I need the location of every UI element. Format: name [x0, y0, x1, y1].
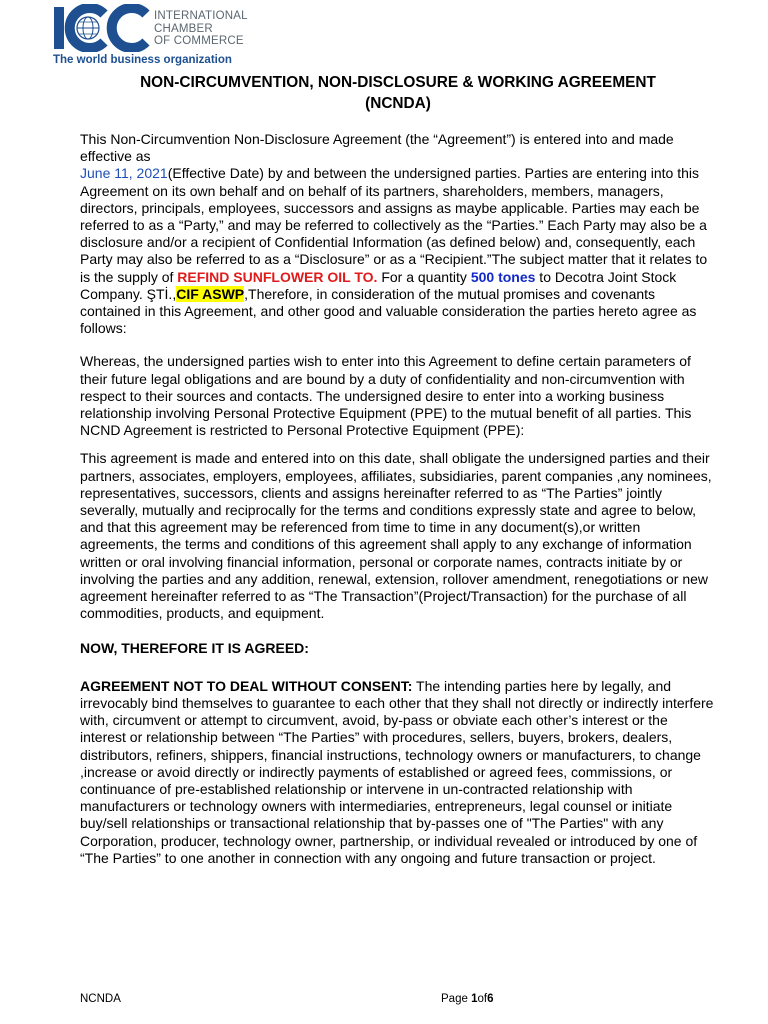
title-line: NON-CIRCUMVENTION, NON-DISCLOSURE & WORKING AGREEMENT: [140, 74, 656, 91]
document-title: [80, 72, 716, 114]
page-number: Page 1of6: [441, 993, 494, 1005]
logo-tagline: The world business organization: [53, 54, 232, 66]
delivery-terms: CIF ASWP: [176, 285, 245, 302]
agreed-heading: NOW, THEREFORE IT IS AGREED:: [80, 640, 309, 657]
intro-text: to Decotra Joint Stock Company. ŞTİ.,: [80, 268, 677, 302]
org-line: OF COMMERCE: [154, 35, 244, 47]
org-name: [154, 10, 248, 48]
intro-text: This Non-Circumvention Non-Disclosure Agreement (the “Agreement”) is entered into and made effective as: [80, 131, 674, 165]
intro-text: ,Therefore, in consideration of the mutual promises and covenants contained in this Agreement, and other good and valuable consideration the parties hereto agree as follows:: [80, 285, 697, 337]
intro-text: For a quantity: [377, 268, 471, 285]
consent-paragraph: [80, 678, 716, 867]
whereas-paragraph: Whereas, the undersigned parties wish to enter into this Agreement to define certain parameters of their future legal obligations and are bound by a duty of confidentiality and non-circumvention with respect to their sources and contacts. The undersigned desire to enter into a working business relationship involving Personal Protective Equipment (PPE) to the mutual benefit of all parties. This NCND Agreement is restricted to Personal Protective Equipment (PPE):: [80, 353, 692, 439]
obligation-paragraph: This agreement is made and entered into on this date, shall obligate the undersigned parties and their partners, associates, employers, employees, affiliates, subsidiaries, parent companies ,any nominees, representatives, successors, clients and assigns hereinafter referred to as “The Parties” jointly severally, mutually and reciprocally for the terms and conditions expressly state and agree to below, and that this agreement may be referenced from time to time in any document(s),or written agreements, the terms and conditions of this agreement shall apply to any exchange of information written or oral involving financial information, personal or corporate names, contracts initiate by or involving the parties and any addition, renewal, extension, rollover amendment, renegotiations or new agreement hereinafter referred to as “The Transaction”(Project/Transaction) for the purchase of all commodities, products, and equipment.: [80, 450, 712, 622]
product-quantity: 500 tones: [470, 268, 536, 285]
intro-paragraph: [80, 131, 716, 337]
org-line: CHAMBER: [154, 22, 213, 35]
effective-date: June 11, 2021: [80, 165, 168, 182]
product-name: REFIND SUNFLOWER OIL TO.: [177, 268, 378, 285]
intro-text: (Effective Date) by and between the undersigned parties. Parties are entering into this Agreement on its own behalf and on behalf of its partners, shareholders, members, managers, directors, principals, employees, successors and assigns as maybe applicable. Parties may each be referred to as a “Party,” and may be referred to collectively as the “Parties.” Each Party may also be a disclosure and/or a recipient of Confidential Information (as defined below) and, consequently, each Party may also be referred to as a “Disclosure” or as a “Recipient.”The subject matter that it relates to is the supply of: [80, 165, 708, 285]
consent-heading: AGREEMENT NOT TO DEAL WITHOUT CONSENT:: [80, 677, 413, 694]
footer-doc-name: NCNDA: [80, 993, 121, 1005]
icc-logo: [52, 4, 282, 66]
consent-text: The intending parties here by legally, and irrevocably bind themselves to guarantee to each other that they shall not directly or indirectly interfere with, circumvent or attempt to circumvent, avoid, by-pass or obviate each other’s interest or the interest or relationship between “The Parties” with procedures, sellers, buyers, brokers, dealers, distributors, refiners, shippers, financial instructions, technology owners or manufacturers, to change ,increase or avoid directly or indirectly payments of established or agreed fees, commissions, or continuance of pre-established relationship or intervene in un-contracted relationship with manufacturers or technology owners with intermediaries, entrepreneurs, legal counsel or initiate buy/sell relationships or transactional relationship that by-passes one of "The Parties" with any Corporation, producer, technology owner, partnership, or individual revealed or introduced by one of “The Parties” to one another in connection with any ongoing and future transaction or project.: [80, 677, 714, 866]
document-body: [80, 72, 716, 867]
icc-mark-icon: [52, 4, 152, 52]
title-line: (NCNDA): [365, 95, 431, 112]
org-line: INTERNATIONAL: [154, 10, 248, 22]
